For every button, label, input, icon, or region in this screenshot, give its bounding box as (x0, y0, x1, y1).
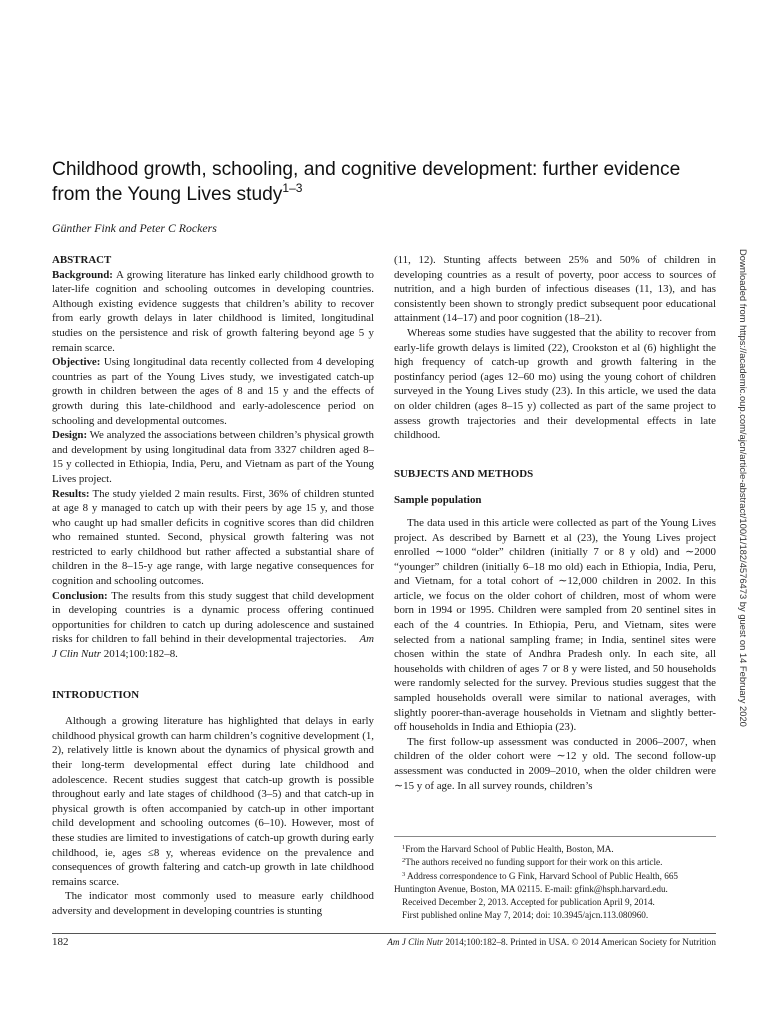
sample-population-heading: Sample population (394, 494, 482, 507)
abstract-conclusion (52, 589, 374, 662)
introduction-paragraph-2: The indicator most commonly used to measure early childhood adversity and development in developing countries is stunting (52, 890, 374, 917)
methods-paragraph-2: The first follow-up assessment was conducted in 2006–2007, when children of the older cohort were ∼12 y old. The second follow-up assessment was conducted in 2009–2010, when the older children were ∼15 y of age. In all survey rounds, children’s (394, 735, 716, 792)
footnote-2 (394, 856, 716, 869)
abstract-objective (52, 355, 374, 428)
introduction-paragraph-3: (11, 12). Stunting affects between 25% and 50% of children in developing countries as a result of poverty, poor access to sources of nutrition, and a high burden of infectious diseases (11, 13), and has consistently been shown to strongly predict subsequent poor educational attainment (14–17) and poor cognition (18–21). (394, 254, 716, 325)
running-footer (387, 937, 716, 947)
article-title (52, 157, 692, 207)
results-text: The study yielded 2 main results. First, 36% of children stunted at age 8 y managed to catch up with their peers by age 15 y, and those who caught up had smaller deficits in cognitive scores than did children who remained stunted. Second, physical growth faltering was not restricted to early childhood but rather affected a substantial share of children in the 8–15-y age range, with large negative consequences for cognition and schooling outcomes. (52, 487, 375, 588)
introduction-heading: INTRODUCTION (52, 688, 140, 701)
footnote-3-text: Address correspondence to G Fink, Harvard School of Public Health, 665 Huntington Avenue, Boston, MA 02115. E-mail: gfink@hsph.harvard.edu. (394, 870, 679, 894)
citation-journal: Am J Clin Nutr (52, 633, 375, 661)
footnote-1-mark: 1 (402, 844, 406, 851)
page-number: 182 (52, 936, 69, 948)
methods-paragraph-1: The data used in this article were collected as part of the Young Lives project. As described by Barnett et al (23), the Young Lives project enrolled ∼1000 “older” children (initially 7 or 8 y old) and ∼2000 “younger” children (initially 6–18 mo old) each in Ethiopia, India, Peru, and Vietnam, for a total cohort of ∼12,000 children in 2002. In this article, we focus on the older cohort of children, most of whom were born in 1994 or 1995. Children were sampled from 20 sentinel sites in each of the 4 countries. In Ethiopia, Peru, and Vietnam, sites were selected from a national sampling frame; in India, sentinel sites were chosen within the state of Andhra Pradesh only. In each site, all households with children of ages 7 or 8 y were listed, and 50 households were randomly selected for the survey. Previous studies suggest that the sampled households overall were similar to national averages, with slightly poorer-than-average households in Vietnam and slightly better-off households in India and Ethiopia (23). (394, 516, 716, 734)
footnotes (394, 836, 716, 923)
abstract-results (52, 487, 374, 589)
abstract-heading: ABSTRACT (52, 254, 112, 266)
introduction-paragraph-4: Whereas some studies have suggested that the ability to recover from early-life growth delays is limited (22), Crookston et al (6) highlight the high frequency of catch-up growth and growth faltering in the postinfancy period (ages 12–60 mo) using the young cohort of children surveyed in the Young Lives study (23). In this article, we used the data on older children (ages 8–15 y) collected as part of the same project to assess growth trajectories and their developmental effects in late childhood. (394, 326, 716, 442)
footnote-2-text: The authors received no funding support for their work on this article. (405, 857, 663, 868)
objective-text: Using longitudinal data recently collected from 4 developing countries as part of the Young Lives study, we investigated catch-up growth in children between the ages of 8 and 15 y and the effects of growth during this late-childhood and early-adolescence period on schooling and developmental outcomes. (52, 356, 374, 427)
abstract-design (52, 428, 374, 486)
left-column (52, 253, 374, 919)
introduction-paragraph-1: Although a growing literature has highlighted that delays in early childhood physical growth can harm children’s cognitive development (1, 2), relatively little is known about the dynamics of physical growth and their long-term developmental effect during late childhood and adolescence. Recent studies suggest that catch-up growth is possible throughout early and late stages of childhood (3–5) and that catch-up in physical growth is often accompanied by catch-up in other important child development and schooling outcomes (6–10). However, most of these studies are limited to investigations of catch-up growth during early childhood, ie, ages ≤8 y, whereas evidence on the prevalence and consequences of growth faltering and catch-up growth in late childhood remains scarce. (52, 715, 374, 888)
conclusion-label: Conclusion: (52, 589, 108, 602)
footnote-3-mark: 3 (402, 870, 406, 878)
abstract-background (52, 268, 374, 356)
design-label: Design: (52, 429, 88, 442)
footnote-3 (394, 870, 716, 897)
conclusion-text: The results from this study suggest that child development in developing countries is a dynamic process offering continued opportunities for children to catch up during adolescence and sustained risks for children to fall behind in their developmental trajectories. (52, 589, 374, 646)
methods-heading: SUBJECTS AND METHODS (394, 467, 534, 480)
published-info: First published online May 7, 2014; doi: 10.3945/ajcn.113.080960. (402, 910, 649, 921)
title-footnote-marks: 1–3 (282, 181, 303, 195)
footer-citation: 2014;100:182–8. Printed in USA. © 2014 American Society for Nutrition (445, 937, 716, 947)
authors: Günther Fink and Peter C Rockers (52, 221, 217, 235)
footnote-1-text: From the Harvard School of Public Health, Boston, MA. (405, 844, 614, 854)
design-text: We analyzed the associations between children’s physical growth and development by using longitudinal data from 3327 children aged 8–15 y collected in Ethiopia, India, Peru, and Vietnam as part of the Young Lives project. (52, 429, 374, 485)
download-watermark: Downloaded from https://academic.oup.com/ajcn/article-abstract/100/1/182/4576473 by guest on 14 February 2020 (738, 249, 749, 727)
footer-journal: Am J Clin Nutr (387, 937, 444, 947)
citation-rest: 2014;100:182–8. (103, 648, 178, 661)
footnote-2-mark: 2 (402, 857, 406, 865)
results-label: Results: (52, 487, 90, 500)
right-column (394, 253, 716, 793)
footnote-1 (394, 843, 716, 856)
received-date: Received December 2, 2013. Accepted for publication April 9, 2014. (402, 897, 655, 908)
article-title-text: Childhood growth, schooling, and cognitive development: further evidence from the Young Lives study (52, 159, 681, 205)
objective-label: Objective: (52, 356, 101, 369)
background-text: A growing literature has linked early childhood growth to later-life cognition and schooling outcomes in developing countries. Although existing evidence suggests that children’s ability to recover from early growth delays in later childhood is limited, longitudinal studies on the persistence and risk of growth faltering beyond age 5 y remain scarce. (52, 268, 374, 354)
footer-rule (52, 933, 716, 934)
background-label: Background: (52, 268, 113, 281)
